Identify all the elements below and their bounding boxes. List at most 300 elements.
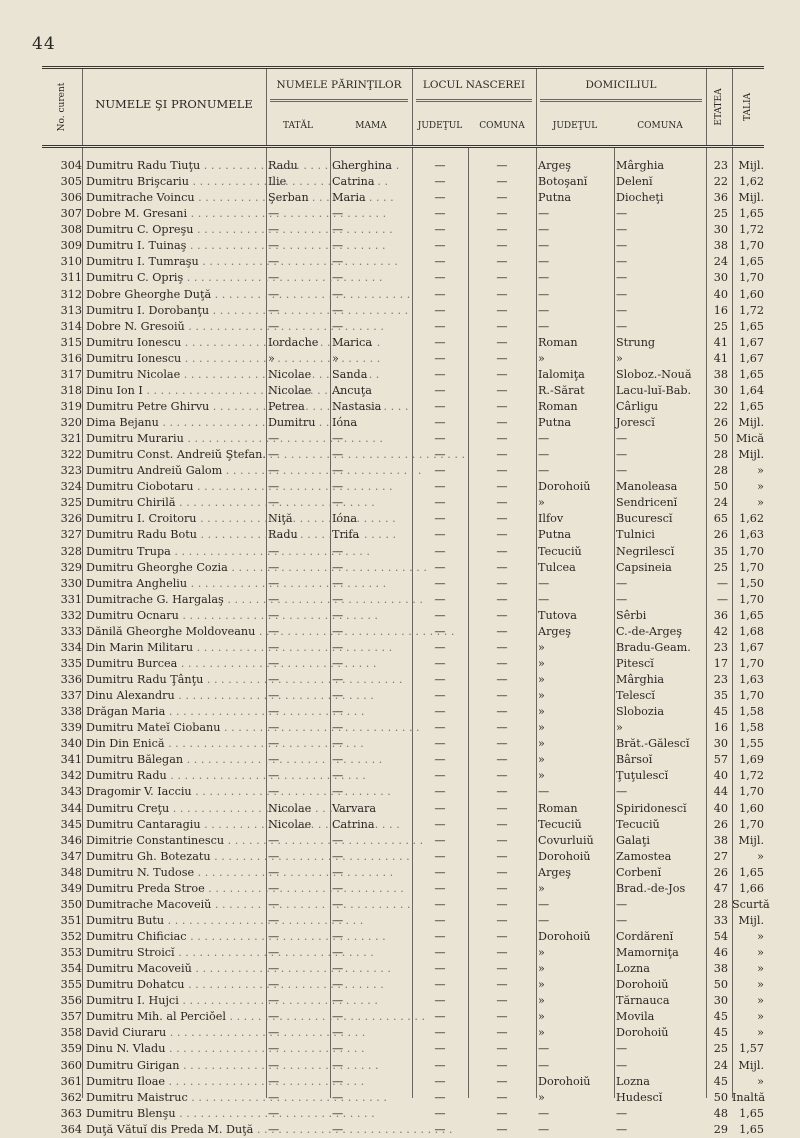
birth-county: — [434, 351, 446, 365]
birth-commune: — [496, 865, 508, 879]
residence-county: » [538, 656, 545, 670]
mother-name: Varvara [332, 801, 377, 815]
father-name: Şerban [268, 191, 309, 205]
residence-commune: — [616, 1058, 628, 1072]
birth-commune: — [496, 656, 508, 670]
residence-county: Covurluiŭ [538, 833, 594, 847]
mother-name: — [332, 239, 344, 253]
person-name: Dobre N. Gresoiŭ . . . [86, 319, 266, 335]
header-etatea: ETATEA [714, 88, 724, 126]
height: Inaltă [732, 1090, 766, 1104]
mother-name: — [332, 1106, 344, 1120]
residence-commune: — [616, 464, 628, 478]
person-name: Dinu Alexandru . . . [86, 688, 266, 704]
height: 1,60 [739, 801, 764, 815]
birth-county: — [434, 448, 446, 462]
table-row [42, 319, 764, 335]
person-name: Dumitru I. Tuinaş . . . [86, 238, 266, 254]
height: Mijl. [738, 833, 764, 847]
birth-county: — [434, 416, 446, 429]
mother-name: — [332, 1122, 344, 1136]
table-header [42, 69, 764, 148]
person-name: Dumitru Butu . . . [86, 913, 266, 929]
height: 1,70 [739, 239, 764, 253]
row-number: 311 [60, 271, 82, 285]
mother-name: » [332, 351, 339, 365]
height: 1,65 [739, 1106, 764, 1120]
residence-county: » [538, 946, 545, 960]
age: 45 [713, 1010, 728, 1024]
table-row [42, 656, 764, 672]
table-row [42, 447, 764, 463]
row-number: 324 [60, 480, 82, 494]
person-name: Dumitru Macoveiŭ . . . [86, 961, 266, 977]
age: 29 [713, 1122, 728, 1136]
residence-county: — [538, 255, 550, 269]
age: 50 [713, 432, 728, 446]
mother-name: — [332, 319, 344, 333]
residence-commune: Bucurescĭ [616, 512, 673, 526]
row-number: 316 [60, 351, 82, 365]
height: 1,70 [739, 785, 764, 799]
table-row [42, 993, 764, 1009]
father-name: — [268, 913, 280, 927]
birth-county: — [434, 175, 446, 189]
age: 48 [713, 1106, 728, 1120]
height: 1,63 [739, 673, 764, 686]
mother-name: — [332, 833, 344, 847]
height: Mijl. [738, 1058, 764, 1072]
height: 1,70 [739, 592, 764, 606]
father-name: — [268, 1106, 280, 1120]
residence-commune: Hudescĭ [616, 1090, 663, 1104]
mother-name: — [332, 656, 344, 670]
residence-county: » [538, 640, 545, 654]
birth-county: — [434, 496, 446, 510]
birth-county: — [434, 897, 446, 911]
table-row [42, 254, 764, 270]
residence-commune: Lozna [616, 962, 650, 976]
mother-name: — [332, 946, 344, 960]
father-name: — [268, 576, 280, 590]
father-name: — [268, 930, 280, 943]
height: » [757, 994, 764, 1008]
table-row [42, 415, 764, 431]
height: 1,68 [739, 624, 764, 638]
father-name: — [268, 946, 280, 960]
father-name: — [268, 737, 280, 751]
age: 30 [713, 383, 728, 397]
birth-county: — [434, 592, 446, 606]
birth-county: — [434, 721, 446, 735]
birth-county: — [434, 432, 446, 446]
row-number: 312 [60, 287, 82, 301]
table-row [42, 383, 764, 399]
age: 30 [713, 271, 728, 285]
height: » [757, 496, 764, 510]
residence-commune: Telescĭ [616, 689, 655, 703]
table-row [42, 1090, 764, 1106]
birth-county: — [434, 656, 446, 670]
row-number: 325 [60, 496, 82, 510]
row-number: 323 [60, 464, 82, 478]
residence-commune: — [616, 223, 628, 237]
height: 1,70 [739, 656, 764, 670]
birth-commune: — [496, 1042, 508, 1056]
residence-commune: Pitescĭ [616, 656, 654, 670]
residence-county: Botoşanĭ [538, 175, 588, 189]
birth-commune: — [496, 1090, 508, 1104]
residence-commune: — [616, 207, 628, 221]
row-number: 353 [60, 946, 82, 960]
person-name: Dumitru Const. Andreiŭ Ştefan. . . . [86, 447, 266, 463]
height: 1,67 [739, 335, 764, 349]
age: 25 [713, 319, 728, 333]
mother-name: — [332, 640, 344, 654]
residence-county: — [538, 1106, 550, 1120]
person-name: Dumitru Ciobotaru . . . [86, 479, 266, 495]
header-names-cell [82, 69, 266, 145]
row-number: 358 [60, 1026, 82, 1040]
mother-name: — [332, 978, 344, 992]
father-name: — [268, 480, 280, 494]
row-number: 331 [60, 592, 82, 606]
height: 1,70 [739, 544, 764, 558]
father-name: Petrea [268, 399, 305, 413]
table-row [42, 865, 764, 881]
person-name: Dumitru Radu . . . [86, 768, 266, 784]
birth-county: — [434, 1122, 446, 1136]
residence-county: Argeş [538, 159, 571, 172]
header-locul-nasterei: LOCUL NASCEREI [422, 79, 526, 91]
residence-county: » [538, 705, 545, 719]
birth-county: — [434, 544, 446, 558]
header-judetul-domiciliu: JUDEŢUL [552, 121, 598, 131]
age: 38 [713, 962, 728, 976]
birth-commune: — [496, 1026, 508, 1040]
height: Mijl. [738, 191, 764, 205]
page-number: 44 [32, 34, 56, 54]
height: 1,65 [739, 608, 764, 622]
residence-commune: Manoleasa [616, 480, 678, 494]
birth-commune: — [496, 191, 508, 205]
residence-commune: Tărnauca [616, 994, 670, 1008]
row-number: 348 [60, 865, 82, 879]
person-name: Dumitru Petre Ghirvu . . . [86, 399, 266, 415]
residence-county: Tutova [538, 608, 577, 622]
age: 25 [713, 560, 728, 574]
table-row [42, 431, 764, 447]
table-row [42, 720, 764, 736]
birth-commune: — [496, 978, 508, 992]
residence-county: » [538, 689, 545, 703]
table-row [42, 527, 764, 543]
residence-commune: Cârligu [616, 399, 659, 413]
birth-county: — [434, 946, 446, 960]
birth-county: — [434, 962, 446, 976]
table-row [42, 1074, 764, 1090]
height: 1,65 [739, 865, 764, 879]
residence-county: Ilfov [538, 512, 564, 526]
row-number: 310 [60, 255, 82, 269]
birth-commune: — [496, 399, 508, 413]
birth-commune: — [496, 897, 508, 911]
age: 42 [713, 624, 728, 638]
birth-commune: — [496, 753, 508, 767]
birth-county: — [434, 335, 446, 349]
person-name: Dumitru Ionescu . . . [86, 335, 266, 351]
birth-county: — [434, 801, 446, 815]
residence-county: Roman [538, 399, 578, 413]
father-name: — [268, 769, 280, 783]
height: Mijl. [738, 159, 764, 172]
row-number: 347 [60, 849, 82, 863]
person-name: Dumitru Ionescu . . . [86, 351, 266, 367]
mother-name: — [332, 544, 344, 558]
residence-county: Argeş [538, 865, 571, 879]
person-name: Dragomir V. Iacciu . . . [86, 784, 266, 800]
residence-commune: — [616, 897, 628, 911]
father-name: — [268, 785, 280, 799]
age: 23 [713, 640, 728, 654]
person-name: Dumitru I. Hujci . . . [86, 993, 266, 1009]
birth-county: — [434, 159, 446, 172]
father-name: — [268, 1042, 280, 1056]
father-name: — [268, 994, 280, 1008]
birth-commune: — [496, 801, 508, 815]
birth-county: — [434, 817, 446, 831]
residence-county: » [538, 496, 545, 510]
height: Mijl. [738, 416, 764, 429]
header-comuna-domiciliu: COMUNA [637, 121, 683, 131]
age: 24 [713, 255, 728, 269]
age: 17 [713, 656, 728, 670]
father-name: — [268, 592, 280, 606]
mother-name: — [332, 769, 344, 783]
birth-commune: — [496, 416, 508, 429]
father-name: Niţă [268, 512, 293, 526]
residence-commune: — [616, 319, 628, 333]
table-row [42, 961, 764, 977]
age: 45 [713, 1074, 728, 1088]
register-table [42, 66, 770, 1138]
person-name: Dumitrache Voincu . . . [86, 190, 266, 206]
person-name: Din Din Enică . . . [86, 736, 266, 752]
birth-county: — [434, 512, 446, 526]
height: 1,69 [739, 753, 764, 767]
residence-county: Tulcea [538, 560, 576, 574]
mother-name: — [332, 608, 344, 622]
mother-name: Catrina [332, 175, 375, 189]
person-name: Dumitru Ocnaru . . . [86, 608, 266, 624]
mother-name: Ióna [332, 512, 358, 526]
row-number: 332 [60, 608, 82, 622]
birth-county: — [434, 624, 446, 638]
header-no-curent-cell [42, 69, 82, 145]
height: 1,57 [739, 1042, 764, 1056]
header-parinti: NUMELE PĂRINŢILOR [276, 79, 402, 91]
residence-commune: » [616, 351, 623, 365]
birth-county: — [434, 865, 446, 879]
father-name: — [268, 978, 280, 992]
person-name: Duţă Vătuĭ dis Preda M. Duţă . . . [86, 1122, 266, 1138]
age: 25 [713, 1042, 728, 1056]
birth-commune: — [496, 432, 508, 446]
row-number: 363 [60, 1106, 82, 1120]
age: — [716, 576, 728, 590]
age: — [716, 592, 728, 606]
birth-commune: — [496, 592, 508, 606]
father-name: — [268, 833, 280, 847]
person-name: Dumitru Creţu . . . [86, 801, 266, 817]
mother-name: — [332, 1010, 344, 1024]
table-row [42, 704, 764, 720]
mother-name: — [332, 464, 344, 478]
person-name: Dănilă Gheorghe Moldoveanu . . . [86, 624, 266, 640]
person-name: Dinu N. Vladu . . . [86, 1041, 266, 1057]
height: 1,72 [739, 769, 764, 783]
row-number: 333 [60, 624, 82, 638]
table-row [42, 495, 764, 511]
age: 28 [713, 464, 728, 478]
father-name: — [268, 223, 280, 237]
birth-commune: — [496, 448, 508, 462]
father-name: — [268, 640, 280, 654]
mother-name: — [332, 930, 344, 943]
father-name: — [268, 303, 280, 317]
table-row [42, 206, 764, 222]
mother-name: — [332, 287, 344, 301]
row-number: 341 [60, 753, 82, 767]
residence-commune: Slobozia [616, 705, 665, 719]
birth-commune: — [496, 255, 508, 269]
mother-name: Maria [332, 191, 366, 205]
residence-commune: — [616, 271, 628, 285]
person-name: Dumitru Nicolae . . . [86, 367, 266, 383]
father-name: — [268, 705, 280, 719]
residence-county: — [538, 1058, 550, 1072]
age: 27 [713, 849, 728, 863]
birth-county: — [434, 1090, 446, 1104]
father-name: — [268, 624, 280, 638]
birth-county: — [434, 303, 446, 317]
residence-county: — [538, 592, 550, 606]
residence-county: Dorohoiŭ [538, 1074, 591, 1088]
residence-commune: — [616, 576, 628, 590]
father-name: — [268, 897, 280, 911]
row-number: 337 [60, 689, 82, 703]
mother-name: — [332, 865, 344, 879]
row-number: 346 [60, 833, 82, 847]
height: 1,65 [739, 207, 764, 221]
mother-name: — [332, 689, 344, 703]
father-name: Nicolae [268, 367, 312, 381]
birth-county: — [434, 705, 446, 719]
residence-commune: Tulnici [616, 528, 655, 542]
age: 44 [713, 785, 728, 799]
birth-county: — [434, 1106, 446, 1120]
birth-county: — [434, 207, 446, 221]
mother-name: — [332, 576, 344, 590]
row-number: 356 [60, 994, 82, 1008]
birth-commune: — [496, 962, 508, 976]
residence-commune: C.-de-Argeş [616, 624, 683, 638]
father-name: — [268, 721, 280, 735]
residence-county: — [538, 464, 550, 478]
residence-county: R.-Sărat [538, 383, 585, 397]
birth-county: — [434, 271, 446, 285]
age: 28 [713, 897, 728, 911]
father-name: — [268, 287, 280, 301]
row-number: 357 [60, 1010, 82, 1024]
age: 40 [713, 801, 728, 815]
birth-county: — [434, 769, 446, 783]
birth-county: — [434, 640, 446, 654]
father-name: — [268, 753, 280, 767]
height: 1,62 [739, 512, 764, 526]
birth-county: — [434, 464, 446, 478]
person-name: Dumitru N. Tudose . . . [86, 865, 266, 881]
person-name: Dumitru Murariu . . . [86, 431, 266, 447]
height: 1,63 [739, 528, 764, 542]
person-name: Dima Bejanu . . . [86, 415, 266, 431]
birth-county: — [434, 994, 446, 1008]
residence-county: Putna [538, 191, 572, 205]
birth-county: — [434, 287, 446, 301]
row-number: 313 [60, 303, 82, 317]
age: 36 [713, 191, 728, 205]
height: 1,67 [739, 351, 764, 365]
table-row [42, 897, 770, 913]
person-name: Dumitru Stroicĭ . . . [86, 945, 266, 961]
birth-commune: — [496, 817, 508, 831]
row-number: 304 [60, 159, 82, 172]
birth-commune: — [496, 785, 508, 799]
person-name: Dumitru Andreiŭ Galom . . . [86, 463, 266, 479]
row-number: 319 [60, 399, 82, 413]
age: 46 [713, 946, 728, 960]
row-number: 361 [60, 1074, 82, 1088]
mother-name: — [332, 1058, 344, 1072]
table-row [42, 913, 764, 929]
father-name: — [268, 673, 280, 686]
age: 30 [713, 737, 728, 751]
age: 30 [713, 223, 728, 237]
person-name: Dumitru Preda Stroe . . . [86, 881, 266, 897]
residence-county: — [538, 303, 550, 317]
birth-county: — [434, 1058, 446, 1072]
birth-commune: — [496, 705, 508, 719]
birth-commune: — [496, 496, 508, 510]
table-row [42, 929, 764, 945]
residence-county: — [538, 576, 550, 590]
header-tatal: TATĂL [283, 121, 313, 131]
table-row [42, 511, 764, 527]
row-number: 352 [60, 930, 82, 943]
header-parinti-group [266, 69, 412, 145]
father-name: — [268, 1058, 280, 1072]
row-number: 307 [60, 207, 82, 221]
height: » [757, 480, 764, 494]
height: » [757, 1074, 764, 1088]
birth-county: — [434, 255, 446, 269]
person-name: Dumitru Mih. al Perciŏel . . . [86, 1009, 266, 1025]
table-row [42, 576, 764, 592]
residence-commune: Mârghia [616, 159, 665, 172]
person-name: Dumitru Bălegan . . . [86, 752, 266, 768]
height: 1,55 [739, 737, 764, 751]
father-name: — [268, 560, 280, 574]
